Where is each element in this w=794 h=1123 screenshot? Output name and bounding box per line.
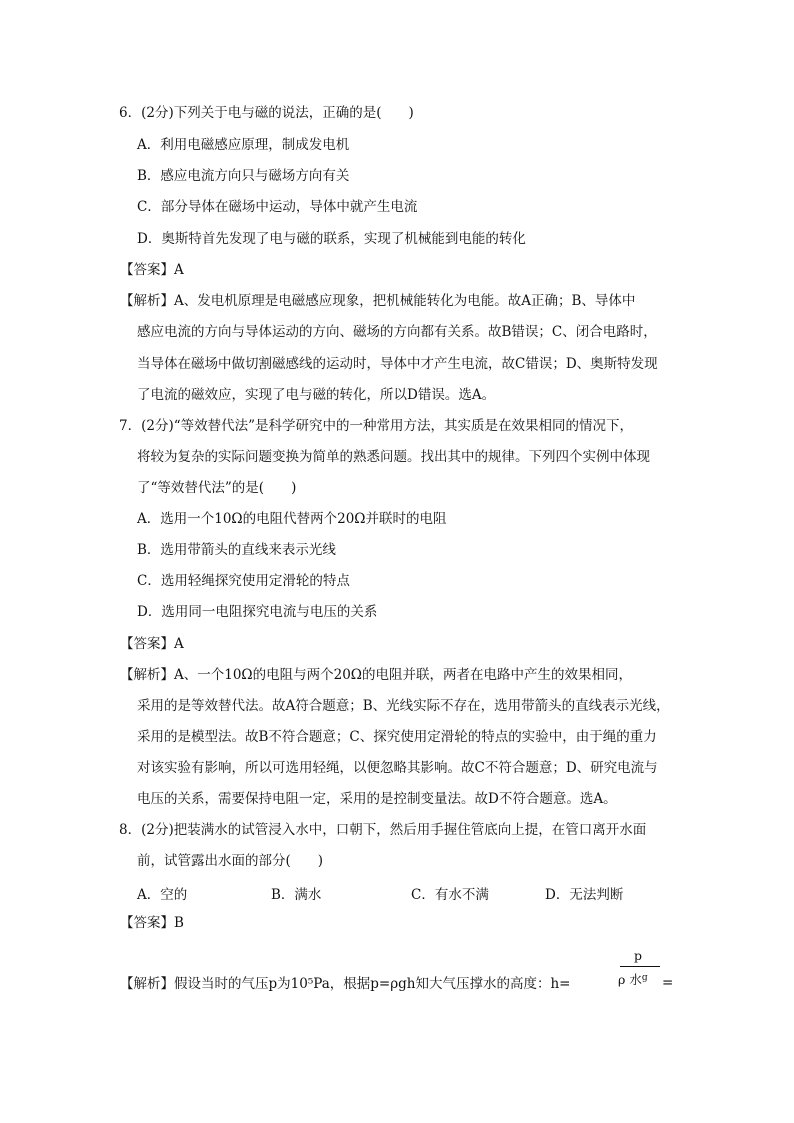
q8-option-d: D．无法判断 <box>545 887 624 903</box>
fraction-denominator <box>618 970 648 988</box>
denominator-sup: g <box>641 973 648 983</box>
q8-answer: 【答案】B <box>120 915 184 931</box>
denominator-sub: 水 <box>629 972 642 987</box>
equals-sign: = <box>662 975 674 991</box>
q8-stem-line-2: 前，试管露出水面的部分( ) <box>137 853 324 869</box>
q6-analysis-line-1: 【解析】A、发电机原理是电磁感应现象，把机械能转化为电能。故A正确；B、导体中 <box>120 293 636 309</box>
q8-option-c: C．有水不满 <box>411 887 489 903</box>
q7-option-b: B．选用带箭头的直线来表示光线 <box>137 542 336 558</box>
q6-option-c: C．部分导体在磁场中运动，导体中就产生电流 <box>137 199 418 215</box>
fraction-bar <box>620 966 660 967</box>
q8-options-row <box>137 883 657 901</box>
denominator-rho: ρ <box>618 972 626 987</box>
q8-option-b: B．满水 <box>271 887 322 903</box>
q7-analysis-line-3: 采用的是模型法。故B不符合题意；C、探究使用定滑轮的特点的实验中，由于绳的重力 <box>137 729 657 745</box>
q7-stem-line-1: 7．(2分)“等效替代法”是科学研究中的一种常用方法，其实质是在效果相同的情况下， <box>119 418 634 434</box>
q7-analysis-line-2: 采用的是等效替代法。故A符合题意；B、光线实际不存在，选用带箭头的直线表示光线， <box>137 698 670 714</box>
q7-analysis-line-4: 对该实验有影响，所以可选用轻绳，以便忽略其影响。故C不符合题意；D、研究电流与 <box>137 760 658 776</box>
q6-answer: 【答案】A <box>120 262 184 278</box>
q6-analysis-line-2: 感应电流的方向与导体运动的方向、磁场的方向都有关系。故B错误；C、闭合电路时， <box>137 324 657 340</box>
q7-analysis-line-5: 电压的关系，需要保持电阻一定，采用的是控制变量法。故D不符合题意。选A。 <box>137 791 617 807</box>
density-fraction <box>618 948 666 994</box>
fraction-numerator: p <box>634 948 643 963</box>
q6-option-b: B．感应电流方向只与磁场方向有关 <box>137 168 350 184</box>
q6-option-a: A．利用电磁感应原理，制成发电机 <box>137 137 350 153</box>
q8-option-a: A．空的 <box>137 887 188 903</box>
q6-stem: 6．(2分)下列关于电与磁的说法，正确的是( ) <box>119 105 414 121</box>
q7-option-c: C．选用轻绳探究使用定滑轮的特点 <box>137 573 350 589</box>
q8-stem-line-1: 8．(2分)把装满水的试管浸入水中，口朝下，然后用手握住管底向上提，在管口离开水面 <box>119 822 647 838</box>
q7-stem-line-2: 将较为复杂的实际问题变换为简单的熟悉问题。找出其中的规律。下列四个实例中体现 <box>137 449 650 465</box>
q7-analysis-line-1: 【解析】A、一个10Ω的电阻与两个20Ω的电阻并联，两者在电路中产生的效果相同， <box>120 667 632 683</box>
q6-analysis-line-4: 了电流的磁效应，实现了电与磁的转化，所以D错误。选A。 <box>137 387 496 403</box>
q7-option-d: D．选用同一电阻探究电流与电压的关系 <box>137 604 378 620</box>
q7-stem-line-3: 了“等效替代法”的是( ) <box>137 480 297 496</box>
q6-option-d: D．奥斯特首先发现了电与磁的联系，实现了机械能到电能的转化 <box>137 231 526 247</box>
q6-analysis-line-3: 当导体在磁场中做切割磁感线的运动时，导体中才产生电流，故C错误；D、奥斯特发现 <box>137 356 658 372</box>
q8-analysis-text: 【解析】假设当时的气压p为10⁵Pa，根据p=ρgh知大气压撑水的高度：h= <box>120 976 571 992</box>
q7-option-a: A．选用一个10Ω的电阻代替两个20Ω并联时的电阻 <box>137 511 447 527</box>
q7-answer: 【答案】A <box>120 636 184 652</box>
